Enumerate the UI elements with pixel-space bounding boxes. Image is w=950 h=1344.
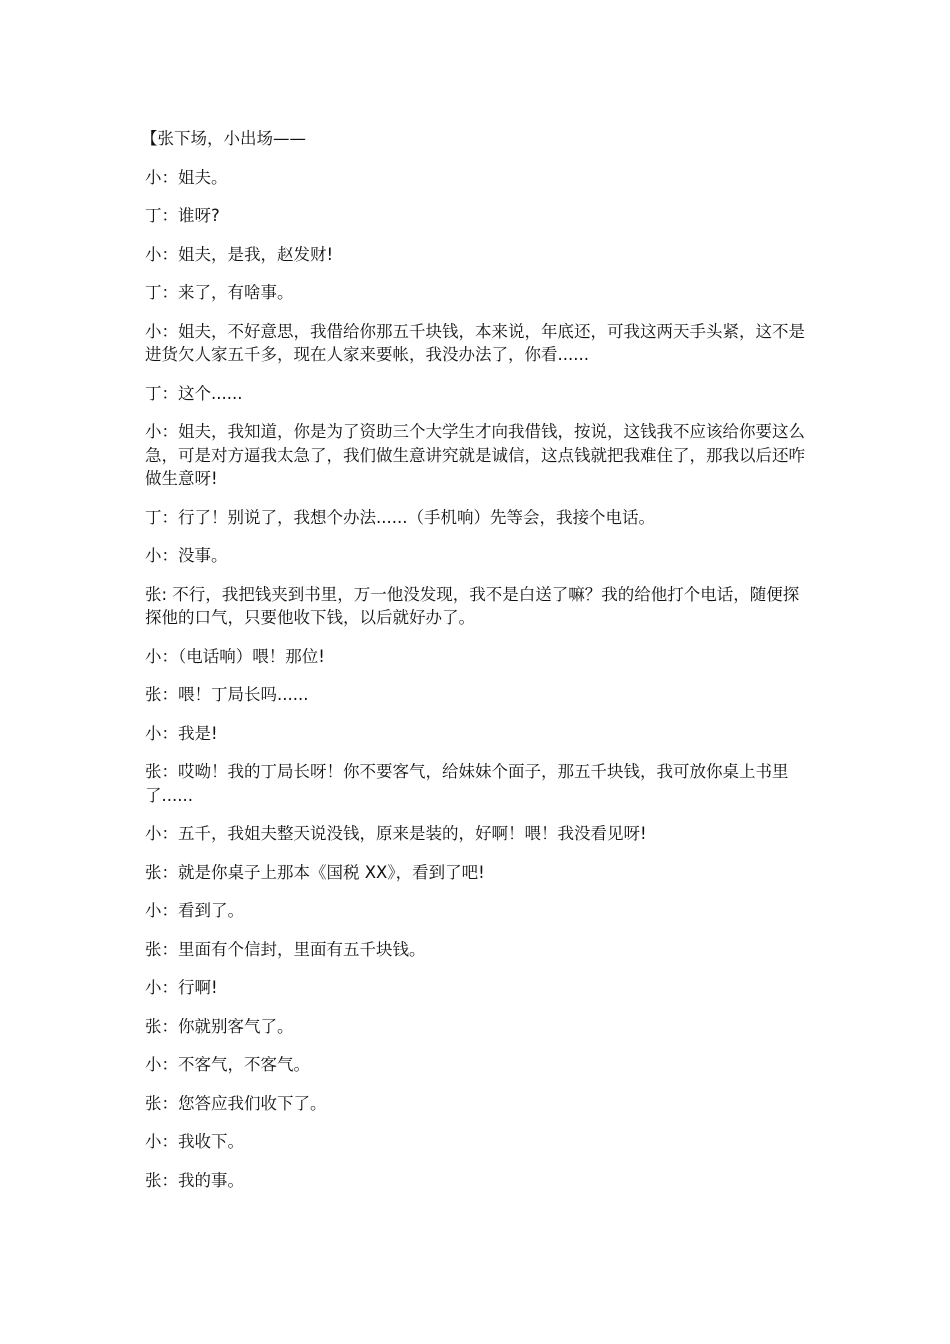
dialogue-line: 张：里面有个信封，里面有五千块钱。 [145,939,426,959]
stage-direction: 【张下场，小出场—— [141,129,306,148]
dialogue-line: 小：姐夫，我知道，你是为了资助三个大学生才向我借钱，按说，这钱我不应该给你要这么急，可是对方逼我太急了，我们做生意讲究就是诚信，这点钱就把我难住了，那我以后还咋做生意呀! [145,422,805,488]
dialogue-line: 小：不客气，不客气。 [145,1055,310,1074]
dialogue-line: 小：看到了。 [145,901,244,920]
dialogue-line: 小：（电话响）喂！那位! [145,646,325,666]
dialogue-line: 张: 不行，我把钱夹到书里，万一他没发现，我不是白送了嘛？我的给他打个电话，随便探探他的口气，只要他收下钱，以后就好办了。 [145,584,800,627]
dialogue-line: 张：就是你桌子上那本《国税 XX》，看到了吧! [145,862,485,882]
dialogue-line: 小：没事。 [145,546,228,565]
dialogue-line: 张：您答应我们收下了。 [145,1093,327,1113]
dialogue-line: 丁：来了，有啥事。 [145,283,294,302]
dialogue-line: 张：你就别客气了。 [145,1016,294,1036]
dialogue-line: 张：我的事。 [145,1170,244,1190]
dialogue-line: 张：喂！丁局长吗...... [145,685,309,704]
dialogue-line: 小：姐夫，是我，赵发财! [145,244,334,264]
dialogue-line: 小：姐夫，不好意思，我借给你那五千块钱，本来说，年底还，可我这两天手头紧，这不是进货欠人家五千多，现在人家来要帐，我没办法了，你看...... [145,321,805,364]
dialogue-line: 小：我是! [145,723,218,743]
script-body [141,127,810,1207]
dialogue-line: 丁：行了！别说了，我想个办法......（手机响）先等会，我接个电话。 [145,507,655,527]
dialogue-line: 小：姐夫。 [145,167,228,187]
dialogue-line: 小：我收下。 [145,1132,244,1151]
dialogue-line: 小：行啊! [145,978,218,997]
dialogue-line: 丁：谁呀? [145,206,220,225]
dialogue-line: 丁：这个...... [145,383,243,403]
dialogue-line: 张：哎呦！我的丁局长呀！你不要客气，给妹妹个面子，那五千块钱，我可放你桌上书里了...... [145,762,789,805]
dialogue-line: 小：五千，我姐夫整天说没钱，原来是装的，好啊！喂！我没看见呀! [145,824,647,843]
